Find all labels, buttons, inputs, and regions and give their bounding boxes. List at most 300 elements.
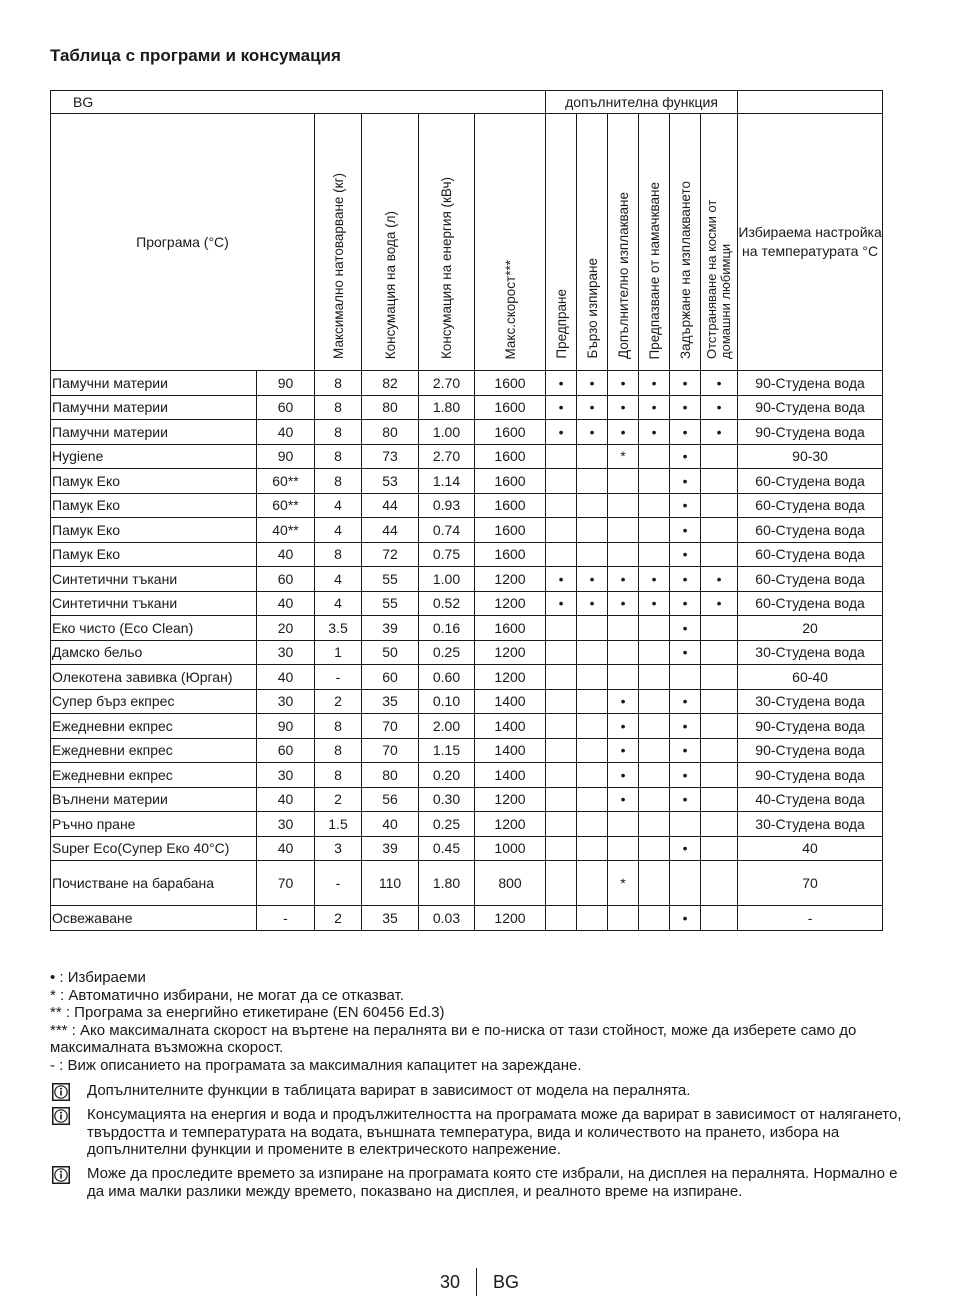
temperature-range: 20: [738, 616, 883, 641]
extra-function-mark: [608, 640, 639, 665]
extra-function-mark: •: [546, 591, 577, 616]
info-icon: [52, 1083, 70, 1101]
extra-function-mark: •: [670, 640, 701, 665]
extra-function-mark: [546, 836, 577, 861]
energy-consumption: 0.30: [419, 787, 475, 812]
max-speed: 1600: [475, 616, 546, 641]
extra-function-mark: •: [701, 420, 738, 445]
water-consumption: 53: [362, 469, 419, 494]
temperature-range: 90-Студена вода: [738, 395, 883, 420]
program-name: Hygiene: [51, 444, 257, 469]
extra-function-mark: •: [701, 371, 738, 396]
extra-function-mark: [577, 738, 608, 763]
max-load: 3: [315, 836, 362, 861]
table-row: [51, 763, 883, 788]
temperature-range: -: [738, 906, 883, 931]
legend-item: * : Автоматично избирани, не могат да се отказват.: [50, 986, 404, 1004]
max-load: 8: [315, 444, 362, 469]
info-note: [50, 1165, 910, 1200]
extra-function-mark: [546, 861, 577, 906]
table-row: [51, 469, 883, 494]
water-consumption: 73: [362, 444, 419, 469]
temperature-range: 40: [738, 836, 883, 861]
program-temp: 60: [257, 395, 315, 420]
quick-wash-header: Бързо изпиране: [577, 114, 608, 371]
extra-function-mark: •: [670, 395, 701, 420]
info-icon: [52, 1166, 70, 1184]
max-speed: 1200: [475, 567, 546, 592]
extra-function-mark: [639, 469, 670, 494]
extra-function-mark: •: [670, 763, 701, 788]
program-name: Дамско бельо: [51, 640, 257, 665]
energy-consumption: 0.60: [419, 665, 475, 690]
max-load: 1.5: [315, 812, 362, 837]
max-speed: 1200: [475, 640, 546, 665]
water-consumption: 35: [362, 689, 419, 714]
max-speed: 1400: [475, 763, 546, 788]
extra-function-mark: •: [608, 689, 639, 714]
extra-function-mark: [546, 787, 577, 812]
info-text: Може да проследите времето за изпиране на програмата която сте избрали, на дисплея на пералнята. Нормално е да има малки разлики между времето, показвано на дисплея, и реалното време на изпиране.: [87, 1165, 898, 1200]
extra-function-mark: [701, 787, 738, 812]
energy-consumption: 2.70: [419, 371, 475, 396]
pet-hair-header: Отстраняване на косми от домашни любимци: [701, 114, 738, 371]
max-speed: 1600: [475, 371, 546, 396]
program-name: Ежедневни екпрес: [51, 738, 257, 763]
extra-function-mark: [577, 689, 608, 714]
table-row: [51, 665, 883, 690]
table-row: [51, 689, 883, 714]
program-temp: 70: [257, 861, 315, 906]
max-load: 4: [315, 591, 362, 616]
extra-function-mark: •: [608, 763, 639, 788]
energy-consumption: 0.74: [419, 518, 475, 543]
extra-function-mark: [701, 714, 738, 739]
extra-function-mark: [639, 640, 670, 665]
max-speed: 1600: [475, 469, 546, 494]
extra-function-mark: [639, 518, 670, 543]
extra-function-mark: [577, 665, 608, 690]
max-speed: 800: [475, 861, 546, 906]
extra-function-mark: [608, 542, 639, 567]
extra-function-mark: •: [701, 591, 738, 616]
program-name: Памучни материи: [51, 420, 257, 445]
extra-function-mark: [546, 493, 577, 518]
max-load: 1: [315, 640, 362, 665]
extra-function-mark: •: [608, 420, 639, 445]
energy-consumption: 0.25: [419, 640, 475, 665]
program-temp: 40: [257, 836, 315, 861]
water-header: Консумация на вода (л): [362, 114, 419, 371]
temperature-range: 30-Студена вода: [738, 640, 883, 665]
extra-function-mark: [670, 861, 701, 906]
program-name: Ежедневни екпрес: [51, 763, 257, 788]
program-temp: 20: [257, 616, 315, 641]
extra-function-mark: •: [670, 542, 701, 567]
max-load: 8: [315, 714, 362, 739]
table-row: [51, 518, 883, 543]
water-consumption: 70: [362, 714, 419, 739]
max-load: 4: [315, 493, 362, 518]
page-number: 30: [440, 1272, 461, 1292]
extra-function-mark: [577, 444, 608, 469]
extra-function-mark: [639, 787, 670, 812]
extra-function-mark: [546, 444, 577, 469]
extra-function-mark: •: [670, 714, 701, 739]
max-load: 3.5: [315, 616, 362, 641]
temperature-range: 30-Студена вода: [738, 689, 883, 714]
table-row: [51, 640, 883, 665]
max-load: 4: [315, 567, 362, 592]
extra-function-mark: [701, 861, 738, 906]
temperature-range: 90-Студена вода: [738, 763, 883, 788]
max-speed: 1400: [475, 714, 546, 739]
energy-consumption: 2.70: [419, 444, 475, 469]
extra-function-mark: •: [608, 591, 639, 616]
table-row: [51, 542, 883, 567]
extra-function-mark: •: [670, 469, 701, 494]
extra-function-mark: [546, 469, 577, 494]
extra-function-mark: [577, 812, 608, 837]
extra-function-mark: [608, 469, 639, 494]
temperature-range: 90-Студена вода: [738, 714, 883, 739]
water-consumption: 82: [362, 371, 419, 396]
temperature-range: 60-Студена вода: [738, 493, 883, 518]
program-temp: 60**: [257, 493, 315, 518]
program-temp: -: [257, 906, 315, 931]
max-speed: 1600: [475, 518, 546, 543]
extra-function-mark: [639, 906, 670, 931]
temperature-range: 90-Студена вода: [738, 371, 883, 396]
program-name: Super Eco(Супер Еко 40°C): [51, 836, 257, 861]
max-load: 8: [315, 395, 362, 420]
program-name: Синтетични тъкани: [51, 567, 257, 592]
program-temp: 40: [257, 665, 315, 690]
energy-consumption: 1.00: [419, 420, 475, 445]
extra-function-mark: [608, 836, 639, 861]
extra-function-mark: [701, 640, 738, 665]
extra-function-mark: •: [670, 493, 701, 518]
extra-function-mark: •: [577, 420, 608, 445]
table-row: [51, 420, 883, 445]
extra-rinse-header: Допълнително изплакване: [608, 114, 639, 371]
temperature-range: 60-Студена вода: [738, 567, 883, 592]
extra-function-mark: [608, 616, 639, 641]
program-name: Памучни материи: [51, 395, 257, 420]
extra-function-mark: [608, 493, 639, 518]
extra-function-mark: •: [670, 616, 701, 641]
max-speed: 1000: [475, 836, 546, 861]
temperature-range: 30-Студена вода: [738, 812, 883, 837]
program-temp: 40: [257, 420, 315, 445]
extra-function-mark: •: [577, 591, 608, 616]
extra-function-header: допълнителна функция: [546, 91, 738, 114]
program-temp: 30: [257, 640, 315, 665]
extra-function-mark: •: [608, 395, 639, 420]
program-temp: 60: [257, 738, 315, 763]
extra-function-mark: •: [608, 738, 639, 763]
legend-item: - : Виж описанието на програмата за максималния капацитет на зареждане.: [50, 1056, 582, 1074]
program-name: Супер бърз екпрес: [51, 689, 257, 714]
info-note: [50, 1082, 910, 1100]
max-speed: 1200: [475, 787, 546, 812]
energy-consumption: 1.00: [419, 567, 475, 592]
max-speed: 1600: [475, 444, 546, 469]
max-load: -: [315, 665, 362, 690]
extra-function-mark: •: [670, 420, 701, 445]
extra-function-mark: [546, 812, 577, 837]
program-temp: 40**: [257, 518, 315, 543]
extra-function-mark: [701, 469, 738, 494]
table-row: [51, 812, 883, 837]
temperature-range: 40-Студена вода: [738, 787, 883, 812]
extra-function-mark: •: [608, 567, 639, 592]
program-name: Памучни материи: [51, 371, 257, 396]
extra-function-mark: [577, 836, 608, 861]
temperature-range: 60-Студена вода: [738, 469, 883, 494]
energy-consumption: 0.10: [419, 689, 475, 714]
table-row: [51, 395, 883, 420]
extra-function-mark: •: [639, 591, 670, 616]
max-load: 8: [315, 763, 362, 788]
energy-consumption: 1.15: [419, 738, 475, 763]
water-consumption: 44: [362, 493, 419, 518]
max-speed: 1400: [475, 738, 546, 763]
extra-function-mark: •: [670, 689, 701, 714]
program-temp: 60**: [257, 469, 315, 494]
extra-function-mark: •: [608, 714, 639, 739]
program-name: Олекотена завивка (Юрган): [51, 665, 257, 690]
program-temp: 90: [257, 714, 315, 739]
water-consumption: 56: [362, 787, 419, 812]
temperature-range: 90-Студена вода: [738, 738, 883, 763]
extra-function-mark: •: [670, 567, 701, 592]
rinse-hold-header: Задържане на изплакването: [670, 114, 701, 371]
extra-function-mark: •: [546, 567, 577, 592]
energy-consumption: 2.00: [419, 714, 475, 739]
extra-function-mark: [639, 861, 670, 906]
extra-function-mark: [701, 689, 738, 714]
extra-function-mark: [577, 714, 608, 739]
footer-language: BG: [493, 1272, 520, 1292]
extra-function-mark: [546, 640, 577, 665]
temperature-range: 60-40: [738, 665, 883, 690]
extra-function-mark: [701, 763, 738, 788]
table-row: [51, 493, 883, 518]
program-temp: 40: [257, 591, 315, 616]
max-speed: 1600: [475, 420, 546, 445]
extra-function-mark: [701, 518, 738, 543]
extra-function-mark: •: [577, 371, 608, 396]
max-load: 2: [315, 689, 362, 714]
energy-consumption: 0.93: [419, 493, 475, 518]
legend: [50, 969, 910, 1074]
program-name: Ръчно пране: [51, 812, 257, 837]
extra-function-mark: •: [608, 371, 639, 396]
program-temp: 60: [257, 567, 315, 592]
program-name: Вълнени материи: [51, 787, 257, 812]
water-consumption: 44: [362, 518, 419, 543]
program-name: Ежедневни екпрес: [51, 714, 257, 739]
table-row: [51, 836, 883, 861]
extra-function-mark: [608, 812, 639, 837]
extra-function-mark: [639, 738, 670, 763]
program-name: Памук Еко: [51, 518, 257, 543]
extra-function-mark: [546, 665, 577, 690]
legend-item: • : Избираеми: [50, 969, 146, 986]
extra-function-mark: [546, 518, 577, 543]
program-temp: 40: [257, 542, 315, 567]
extra-function-mark: •: [546, 371, 577, 396]
program-temp: 40: [257, 787, 315, 812]
extra-function-mark: [670, 665, 701, 690]
program-name: Еко чисто (Eco Clean): [51, 616, 257, 641]
extra-function-mark: [608, 665, 639, 690]
footer-divider: [476, 1268, 477, 1296]
legend-item: *** : Ако максималната скорост на въртене на пералнята ви е по-ниска от тази стойност, може да изберете само до максималната възможна скорост.: [50, 1021, 857, 1056]
water-consumption: 70: [362, 738, 419, 763]
extra-function-mark: •: [639, 567, 670, 592]
extra-function-mark: [701, 906, 738, 931]
extra-function-mark: [639, 812, 670, 837]
water-consumption: 72: [362, 542, 419, 567]
speed-header: Макс.скорост***: [475, 114, 546, 371]
program-temp: 30: [257, 812, 315, 837]
temperature-range: 60-Студена вода: [738, 591, 883, 616]
max-load: 8: [315, 542, 362, 567]
extra-function-mark: [577, 469, 608, 494]
info-note: [50, 1106, 910, 1159]
water-consumption: 35: [362, 906, 419, 931]
extra-function-mark: [577, 906, 608, 931]
extra-function-mark: •: [546, 395, 577, 420]
extra-function-mark: [546, 616, 577, 641]
max-load: 2: [315, 906, 362, 931]
extra-function-mark: [639, 836, 670, 861]
extra-function-mark: •: [670, 836, 701, 861]
extra-function-mark: •: [670, 444, 701, 469]
extra-function-mark: •: [639, 395, 670, 420]
max-speed: 1200: [475, 665, 546, 690]
program-name: Почистване на барабана: [51, 861, 257, 906]
program-name: Синтетични тъкани: [51, 591, 257, 616]
program-temp: 30: [257, 763, 315, 788]
water-consumption: 80: [362, 395, 419, 420]
extra-function-mark: [577, 861, 608, 906]
extra-function-mark: [701, 836, 738, 861]
temperature-range-header: Избираема настройка на температурата °C: [738, 114, 883, 371]
energy-consumption: 0.45: [419, 836, 475, 861]
water-consumption: 55: [362, 591, 419, 616]
info-text: Консумацията на енергия и вода и продължителността на програмата може да варират в зависимост от налягането, твърдостта и температурата на водата, външната температура, вида и количеството на прането, избора на допълнителни функции и промените в електрическото напрежение.: [87, 1106, 902, 1158]
extra-function-mark: [608, 518, 639, 543]
energy-consumption: 0.20: [419, 763, 475, 788]
water-consumption: 80: [362, 763, 419, 788]
extra-function-mark: [701, 444, 738, 469]
extra-function-mark: [577, 787, 608, 812]
extra-function-mark: [701, 812, 738, 837]
extra-function-mark: •: [608, 787, 639, 812]
energy-consumption: 0.03: [419, 906, 475, 931]
extra-function-mark: [701, 738, 738, 763]
program-name: Освежаване: [51, 906, 257, 931]
temperature-range: 60-Студена вода: [738, 542, 883, 567]
temperature-range: 70: [738, 861, 883, 906]
max-speed: 1600: [475, 493, 546, 518]
extra-function-mark: [577, 542, 608, 567]
water-consumption: 110: [362, 861, 419, 906]
table-row: [51, 567, 883, 592]
table-row: [51, 861, 883, 906]
load-header: Максимално натоварване (кг): [315, 114, 362, 371]
extra-function-mark: •: [701, 567, 738, 592]
extra-function-mark: [546, 689, 577, 714]
extra-function-mark: •: [670, 787, 701, 812]
max-load: -: [315, 861, 362, 906]
extra-function-mark: [639, 542, 670, 567]
max-speed: 1600: [475, 395, 546, 420]
extra-function-mark: •: [670, 518, 701, 543]
program-temp: 90: [257, 371, 315, 396]
program-temp: 30: [257, 689, 315, 714]
water-consumption: 50: [362, 640, 419, 665]
table-row: [51, 444, 883, 469]
max-speed: 1600: [475, 542, 546, 567]
extra-function-mark: [639, 616, 670, 641]
extra-function-mark: [546, 714, 577, 739]
table-row: [51, 616, 883, 641]
max-load: 4: [315, 518, 362, 543]
extra-function-mark: [577, 616, 608, 641]
extra-function-mark: [546, 906, 577, 931]
temperature-range: 90-Студена вода: [738, 420, 883, 445]
extra-function-mark: *: [608, 861, 639, 906]
extra-function-mark: •: [670, 738, 701, 763]
empty-header-cell: [738, 91, 883, 114]
table-row: [51, 906, 883, 931]
max-load: 8: [315, 469, 362, 494]
extra-function-mark: [577, 518, 608, 543]
energy-consumption: 0.52: [419, 591, 475, 616]
program-name: Памук Еко: [51, 469, 257, 494]
program-temp: 90: [257, 444, 315, 469]
max-load: 8: [315, 738, 362, 763]
table-row: [51, 714, 883, 739]
max-speed: 1200: [475, 906, 546, 931]
program-header: Програма (°C): [51, 114, 315, 371]
extra-function-mark: *: [608, 444, 639, 469]
table-row: [51, 371, 883, 396]
temperature-range: 60-Студена вода: [738, 518, 883, 543]
energy-consumption: 0.75: [419, 542, 475, 567]
water-consumption: 80: [362, 420, 419, 445]
temperature-range: 90-30: [738, 444, 883, 469]
extra-function-mark: •: [670, 591, 701, 616]
legend-item: ** : Програма за енергийно етикетиране (EN 60456 Ed.3): [50, 1004, 445, 1021]
extra-function-mark: [701, 542, 738, 567]
anti-crease-header: Предпазване от намачкване: [639, 114, 670, 371]
max-speed: 1400: [475, 689, 546, 714]
water-consumption: 39: [362, 836, 419, 861]
region-label: BG: [51, 91, 546, 114]
energy-consumption: 1.14: [419, 469, 475, 494]
info-text: Допълнителните функции в таблицата варират в зависимост от модела на пералнята.: [87, 1082, 691, 1099]
extra-function-mark: [577, 640, 608, 665]
extra-function-mark: [701, 665, 738, 690]
extra-function-mark: [639, 665, 670, 690]
extra-function-mark: •: [546, 420, 577, 445]
water-consumption: 55: [362, 567, 419, 592]
